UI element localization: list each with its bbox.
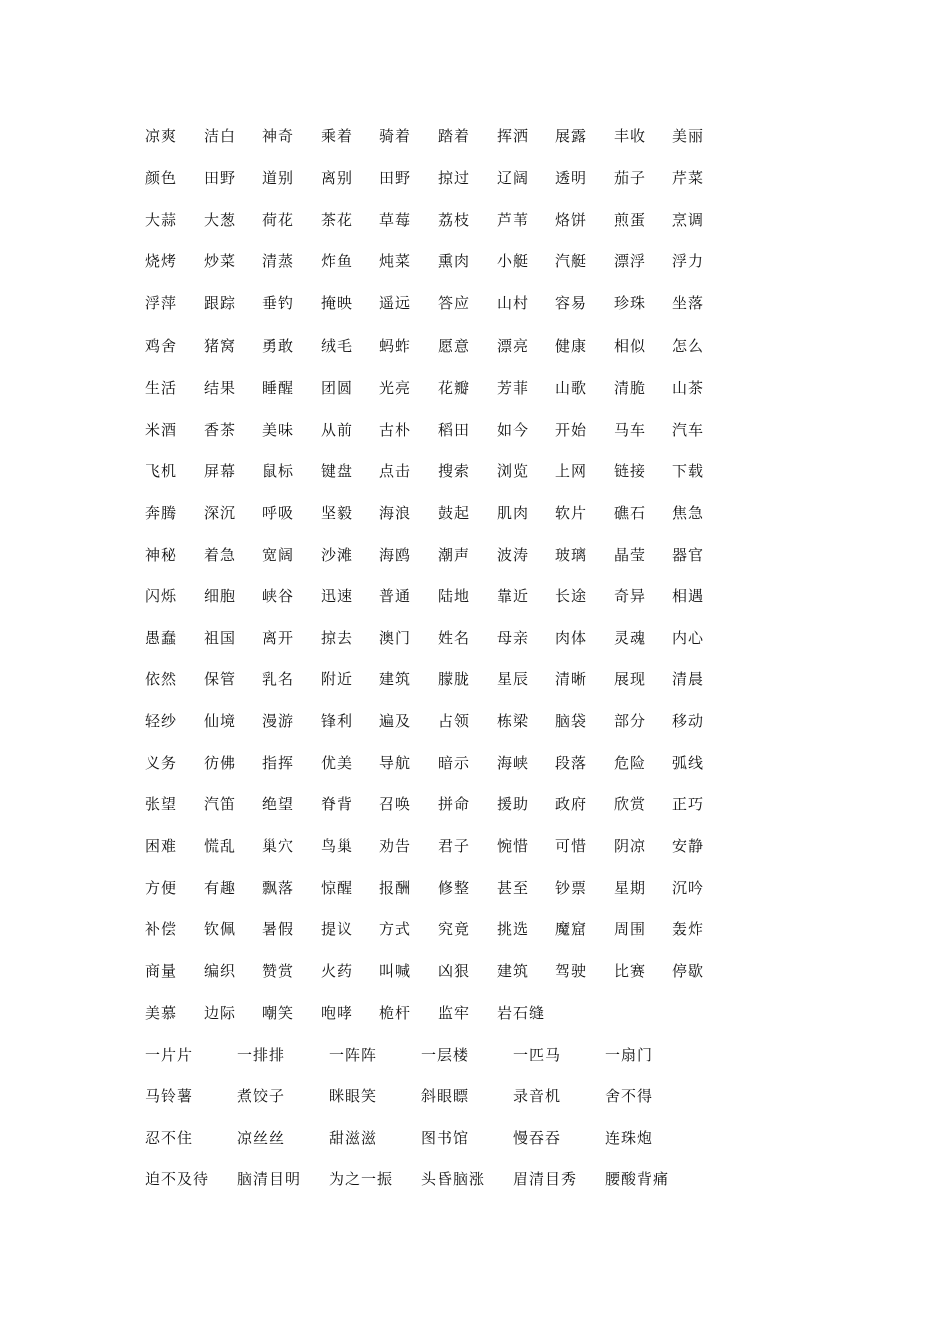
vocab-word: 舍不得 xyxy=(605,1087,654,1105)
vocab-word: 小艇 xyxy=(497,252,530,270)
vocab-word: 绝望 xyxy=(262,795,295,813)
vocab-word: 烹调 xyxy=(672,211,705,229)
vocab-word: 道别 xyxy=(262,169,295,187)
vocab-word: 朦胧 xyxy=(438,670,471,688)
vocab-word: 清蒸 xyxy=(262,252,295,270)
vocab-word: 漂亮 xyxy=(497,337,530,355)
vocab-word: 补偿 xyxy=(145,920,178,938)
vocab-word: 仙境 xyxy=(204,712,237,730)
vocab-word: 深沉 xyxy=(204,504,237,522)
vocab-word: 宽阔 xyxy=(262,546,295,564)
vocab-word: 迅速 xyxy=(321,587,354,605)
vocab-word: 离别 xyxy=(321,169,354,187)
vocab-word: 珍珠 xyxy=(614,294,647,312)
vocab-word: 辽阔 xyxy=(497,169,530,187)
vocab-word: 屏幕 xyxy=(204,462,237,480)
vocab-word: 沉吟 xyxy=(672,879,705,897)
vocab-word: 海浪 xyxy=(379,504,412,522)
vocab-word: 猪窝 xyxy=(204,337,237,355)
vocab-word: 长途 xyxy=(555,587,588,605)
vocab-word: 离开 xyxy=(262,629,295,647)
vocab-word: 指挥 xyxy=(262,754,295,772)
vocab-word: 慌乱 xyxy=(204,837,237,855)
vocab-word: 内心 xyxy=(672,629,705,647)
vocab-word: 拼命 xyxy=(438,795,471,813)
vocab-word: 召唤 xyxy=(379,795,412,813)
vocab-word: 睡醒 xyxy=(262,379,295,397)
vocab-word: 炒菜 xyxy=(204,252,237,270)
vocab-word: 答应 xyxy=(438,294,471,312)
vocab-word: 礁石 xyxy=(614,504,647,522)
vocab-word: 弧线 xyxy=(672,754,705,772)
vocab-word: 轰炸 xyxy=(672,920,705,938)
vocab-word: 煮饺子 xyxy=(237,1087,286,1105)
vocab-word: 大蒜 xyxy=(145,211,178,229)
vocab-word: 汽车 xyxy=(672,421,705,439)
vocab-word: 编织 xyxy=(204,962,237,980)
vocab-word: 海鸥 xyxy=(379,546,412,564)
vocab-word: 芳菲 xyxy=(497,379,530,397)
vocab-word: 脊背 xyxy=(321,795,354,813)
vocab-word: 烙饼 xyxy=(555,211,588,229)
vocab-word: 依然 xyxy=(145,670,178,688)
vocab-word: 岩石缝 xyxy=(497,1004,546,1022)
vocab-word: 周围 xyxy=(614,920,647,938)
vocab-word: 田野 xyxy=(204,169,237,187)
vocab-word: 附近 xyxy=(321,670,354,688)
vocab-word: 茶花 xyxy=(321,211,354,229)
vocab-word: 政府 xyxy=(555,795,588,813)
vocab-word: 上网 xyxy=(555,462,588,480)
vocab-word: 靠近 xyxy=(497,587,530,605)
vocab-word: 魔窟 xyxy=(555,920,588,938)
vocab-word: 相似 xyxy=(614,337,647,355)
vocab-word: 相遇 xyxy=(672,587,705,605)
vocab-word: 阴凉 xyxy=(614,837,647,855)
vocab-word: 熏肉 xyxy=(438,252,471,270)
vocab-word: 美慕 xyxy=(145,1004,178,1022)
vocab-word: 斜眼瞟 xyxy=(421,1087,470,1105)
vocab-word: 灵魂 xyxy=(614,629,647,647)
vocab-word: 危险 xyxy=(614,754,647,772)
vocab-word: 迫不及待 xyxy=(145,1170,210,1188)
vocab-word: 炸鱼 xyxy=(321,252,354,270)
vocab-word: 奔腾 xyxy=(145,504,178,522)
vocab-word: 鼠标 xyxy=(262,462,295,480)
vocab-word: 芹菜 xyxy=(672,169,705,187)
vocab-word: 一匹马 xyxy=(513,1046,562,1064)
vocab-word: 凉爽 xyxy=(145,127,178,145)
vocab-word: 汽艇 xyxy=(555,252,588,270)
vocab-word: 彷佛 xyxy=(204,754,237,772)
vocab-word: 腰酸背痛 xyxy=(605,1170,670,1188)
vocab-word: 草莓 xyxy=(379,211,412,229)
vocab-word: 遥远 xyxy=(379,294,412,312)
vocab-word: 肌肉 xyxy=(497,504,530,522)
vocab-word: 焦急 xyxy=(672,504,705,522)
vocab-word: 浮力 xyxy=(672,252,705,270)
vocab-word: 飞机 xyxy=(145,462,178,480)
vocab-word: 漂浮 xyxy=(614,252,647,270)
vocab-word: 沙滩 xyxy=(321,546,354,564)
vocab-word: 垂钓 xyxy=(262,294,295,312)
vocab-word: 甚至 xyxy=(497,879,530,897)
vocab-word: 巢穴 xyxy=(262,837,295,855)
vocab-word: 一排排 xyxy=(237,1046,286,1064)
vocab-word: 优美 xyxy=(321,754,354,772)
vocab-word: 透明 xyxy=(555,169,588,187)
vocab-word: 星期 xyxy=(614,879,647,897)
vocab-word: 占领 xyxy=(438,712,471,730)
vocab-word: 炖菜 xyxy=(379,252,412,270)
vocab-word: 遍及 xyxy=(379,712,412,730)
vocab-word: 暗示 xyxy=(438,754,471,772)
vocab-word: 潮声 xyxy=(438,546,471,564)
vocab-word: 鼓起 xyxy=(438,504,471,522)
vocab-word: 钞票 xyxy=(555,879,588,897)
vocab-word: 叫喊 xyxy=(379,962,412,980)
vocab-word: 展现 xyxy=(614,670,647,688)
vocab-word: 美味 xyxy=(262,421,295,439)
vocab-word: 姓名 xyxy=(438,629,471,647)
vocab-word: 下载 xyxy=(672,462,705,480)
vocab-word: 团圆 xyxy=(321,379,354,397)
vocab-word: 结果 xyxy=(204,379,237,397)
vocab-word: 鸟巢 xyxy=(321,837,354,855)
vocab-word: 保管 xyxy=(204,670,237,688)
vocab-word: 峡谷 xyxy=(262,587,295,605)
vocab-word: 建筑 xyxy=(379,670,412,688)
vocab-word: 荷花 xyxy=(262,211,295,229)
vocab-word: 踏着 xyxy=(438,127,471,145)
vocab-word: 火药 xyxy=(321,962,354,980)
vocab-word: 掠去 xyxy=(321,629,354,647)
vocab-word: 波涛 xyxy=(497,546,530,564)
vocab-word: 头昏脑涨 xyxy=(421,1170,486,1188)
vocab-word: 监牢 xyxy=(438,1004,471,1022)
vocab-word: 汽笛 xyxy=(204,795,237,813)
vocab-word: 香茶 xyxy=(204,421,237,439)
vocab-word: 大葱 xyxy=(204,211,237,229)
vocab-word: 山茶 xyxy=(672,379,705,397)
vocab-word: 坐落 xyxy=(672,294,705,312)
vocab-word: 澳门 xyxy=(379,629,412,647)
vocab-word: 茄子 xyxy=(614,169,647,187)
vocab-word: 方便 xyxy=(145,879,178,897)
vocab-word: 荔枝 xyxy=(438,211,471,229)
vocab-word: 愚蠢 xyxy=(145,629,178,647)
vocab-word: 软片 xyxy=(555,504,588,522)
vocab-word: 颜色 xyxy=(145,169,178,187)
vocab-word: 山歌 xyxy=(555,379,588,397)
vocab-word: 挑选 xyxy=(497,920,530,938)
vocab-word: 君子 xyxy=(438,837,471,855)
vocab-word: 脑袋 xyxy=(555,712,588,730)
vocab-word: 钦佩 xyxy=(204,920,237,938)
vocab-word: 鸡舍 xyxy=(145,337,178,355)
vocab-word: 段落 xyxy=(555,754,588,772)
vocab-word: 海峡 xyxy=(497,754,530,772)
vocab-word: 星辰 xyxy=(497,670,530,688)
vocab-word: 清脆 xyxy=(614,379,647,397)
vocab-word: 义务 xyxy=(145,754,178,772)
vocab-word: 展露 xyxy=(555,127,588,145)
vocab-word: 母亲 xyxy=(497,629,530,647)
vocab-word: 浏览 xyxy=(497,462,530,480)
vocab-word: 图书馆 xyxy=(421,1129,470,1147)
vocab-word: 愿意 xyxy=(438,337,471,355)
vocab-word: 搜索 xyxy=(438,462,471,480)
vocab-word: 坚毅 xyxy=(321,504,354,522)
vocab-word: 挥洒 xyxy=(497,127,530,145)
vocab-word: 米酒 xyxy=(145,421,178,439)
vocab-word: 漫游 xyxy=(262,712,295,730)
vocab-word: 器官 xyxy=(672,546,705,564)
vocab-word: 暑假 xyxy=(262,920,295,938)
vocab-word: 掠过 xyxy=(438,169,471,187)
vocab-word: 飘落 xyxy=(262,879,295,897)
vocab-word: 稻田 xyxy=(438,421,471,439)
vocab-word: 晶莹 xyxy=(614,546,647,564)
vocab-word: 边际 xyxy=(204,1004,237,1022)
vocab-word: 如今 xyxy=(497,421,530,439)
vocab-word: 古朴 xyxy=(379,421,412,439)
vocab-word: 清晨 xyxy=(672,670,705,688)
vocab-word: 脑清目明 xyxy=(237,1170,302,1188)
vocab-word: 惋惜 xyxy=(497,837,530,855)
vocab-word: 生活 xyxy=(145,379,178,397)
vocab-word: 移动 xyxy=(672,712,705,730)
vocab-word: 乘着 xyxy=(321,127,354,145)
vocab-word: 建筑 xyxy=(497,962,530,980)
vocab-word: 光亮 xyxy=(379,379,412,397)
vocab-word: 陆地 xyxy=(438,587,471,605)
vocab-word: 有趣 xyxy=(204,879,237,897)
vocab-word: 洁白 xyxy=(204,127,237,145)
vocab-word: 录音机 xyxy=(513,1087,562,1105)
vocab-word: 神秘 xyxy=(145,546,178,564)
vocab-word: 丰收 xyxy=(614,127,647,145)
vocab-word: 掩映 xyxy=(321,294,354,312)
vocab-word: 煎蛋 xyxy=(614,211,647,229)
vocab-word: 一层楼 xyxy=(421,1046,470,1064)
vocab-word: 骑着 xyxy=(379,127,412,145)
vocab-word: 比赛 xyxy=(614,962,647,980)
vocab-word: 一阵阵 xyxy=(329,1046,378,1064)
vocab-word: 普通 xyxy=(379,587,412,605)
vocab-word: 驾驶 xyxy=(555,962,588,980)
vocab-word: 着急 xyxy=(204,546,237,564)
vocab-word: 马铃薯 xyxy=(145,1087,194,1105)
vocab-word: 怎么 xyxy=(672,337,705,355)
vocab-word: 困难 xyxy=(145,837,178,855)
vocab-word: 浮萍 xyxy=(145,294,178,312)
vocab-word: 点击 xyxy=(379,462,412,480)
vocab-word: 细胞 xyxy=(204,587,237,605)
vocab-word: 一片片 xyxy=(145,1046,194,1064)
vocab-word: 连珠炮 xyxy=(605,1129,654,1147)
vocab-word: 方式 xyxy=(379,920,412,938)
vocab-word: 凶狠 xyxy=(438,962,471,980)
vocab-word: 商量 xyxy=(145,962,178,980)
vocab-word: 正巧 xyxy=(672,795,705,813)
vocab-word: 花瓣 xyxy=(438,379,471,397)
vocab-word: 呼吸 xyxy=(262,504,295,522)
vocab-word: 桅杆 xyxy=(379,1004,412,1022)
vocab-word: 嘲笑 xyxy=(262,1004,295,1022)
vocab-word: 芦苇 xyxy=(497,211,530,229)
vocab-word: 究竟 xyxy=(438,920,471,938)
vocab-word: 眯眼笑 xyxy=(329,1087,378,1105)
vocab-word: 导航 xyxy=(379,754,412,772)
vocab-word: 咆哮 xyxy=(321,1004,354,1022)
vocab-word: 劝告 xyxy=(379,837,412,855)
vocab-word: 勇敢 xyxy=(262,337,295,355)
vocab-word: 可惜 xyxy=(555,837,588,855)
vocab-word: 提议 xyxy=(321,920,354,938)
vocab-word: 眉清目秀 xyxy=(513,1170,578,1188)
vocab-word: 开始 xyxy=(555,421,588,439)
vocab-word: 肉体 xyxy=(555,629,588,647)
vocab-word: 甜滋滋 xyxy=(329,1129,378,1147)
vocab-word: 凉丝丝 xyxy=(237,1129,286,1147)
vocab-word: 跟踪 xyxy=(204,294,237,312)
vocab-word: 修整 xyxy=(438,879,471,897)
vocab-word: 闪烁 xyxy=(145,587,178,605)
vocab-word: 从前 xyxy=(321,421,354,439)
vocab-word: 神奇 xyxy=(262,127,295,145)
vocab-word: 安静 xyxy=(672,837,705,855)
vocab-word: 马车 xyxy=(614,421,647,439)
vocab-word: 祖国 xyxy=(204,629,237,647)
vocab-word: 绒毛 xyxy=(321,337,354,355)
vocab-word: 报酬 xyxy=(379,879,412,897)
vocab-word: 部分 xyxy=(614,712,647,730)
vocab-word: 乳名 xyxy=(262,670,295,688)
vocab-word: 烧烤 xyxy=(145,252,178,270)
vocab-word: 玻璃 xyxy=(555,546,588,564)
vocab-word: 惊醒 xyxy=(321,879,354,897)
vocab-word: 一扇门 xyxy=(605,1046,654,1064)
vocab-word: 美丽 xyxy=(672,127,705,145)
vocab-word: 为之一振 xyxy=(329,1170,394,1188)
vocab-word: 链接 xyxy=(614,462,647,480)
vocab-word: 栋梁 xyxy=(497,712,530,730)
vocab-word: 山村 xyxy=(497,294,530,312)
vocab-word: 慢吞吞 xyxy=(513,1129,562,1147)
vocab-word: 忍不住 xyxy=(145,1129,194,1147)
vocab-word: 赞赏 xyxy=(262,962,295,980)
vocab-word: 欣赏 xyxy=(614,795,647,813)
vocab-word: 轻纱 xyxy=(145,712,178,730)
vocab-word: 键盘 xyxy=(321,462,354,480)
vocab-word: 援助 xyxy=(497,795,530,813)
vocab-word: 清晰 xyxy=(555,670,588,688)
vocab-word: 容易 xyxy=(555,294,588,312)
vocab-word: 田野 xyxy=(379,169,412,187)
vocab-word: 健康 xyxy=(555,337,588,355)
vocab-word: 锋利 xyxy=(321,712,354,730)
vocab-word: 停歇 xyxy=(672,962,705,980)
vocab-word: 蚂蚱 xyxy=(379,337,412,355)
vocab-word: 奇异 xyxy=(614,587,647,605)
vocab-word: 张望 xyxy=(145,795,178,813)
